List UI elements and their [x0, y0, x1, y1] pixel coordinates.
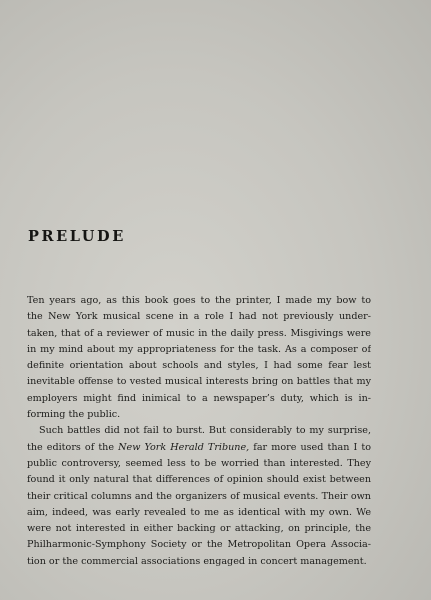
text-span: the editors of the [27, 441, 119, 453]
text-line: aim, indeed, was early revealed to me as identical with my own. We [27, 506, 371, 518]
text-line: Such battles did not fail to burst. But considerably to my surprise, [39, 425, 371, 437]
text-line [27, 440, 371, 456]
newspaper-title: New York Herald Tribune, [118, 441, 250, 453]
text-line: Philharmonic-Symphony Society or the Metropolitan Opera Associa- [27, 539, 371, 551]
text-line: were not interested in either backing or attacking, on principle, the [27, 523, 371, 535]
text-line: employers might find inimical to a newspaper’s duty, which is in- [27, 392, 371, 404]
text-line: Ten years ago, as this book goes to the printer, I made my bow to [27, 295, 371, 306]
chapter-heading: PRELUDE [28, 228, 126, 245]
text-span: far more used than I to [249, 441, 371, 453]
text-line: tion or the commercial associations engaged in concert management. [27, 555, 367, 567]
text-line: definite orientation about schools and styles, I had some fear lest [27, 360, 371, 372]
text-line: in my mind about my appropriateness for the task. As a composer of [27, 343, 371, 355]
text-line: taken, that of a reviewer of music in the daily press. Misgivings were [27, 327, 371, 339]
text-line: their critical columns and the organizers of musical events. Their own [27, 490, 371, 502]
body-text [27, 293, 371, 570]
text-line: forming the public. [27, 409, 121, 421]
text-line: found it only natural that differences of opinion should exist between [27, 474, 371, 486]
text-line: inevitable offense to vested musical interests bring on battles that my [27, 376, 371, 388]
text-line: public controversy, seemed less to be worried than interested. They [27, 457, 371, 469]
text-line: the New York musical scene in a role I had not previously under- [27, 311, 371, 323]
